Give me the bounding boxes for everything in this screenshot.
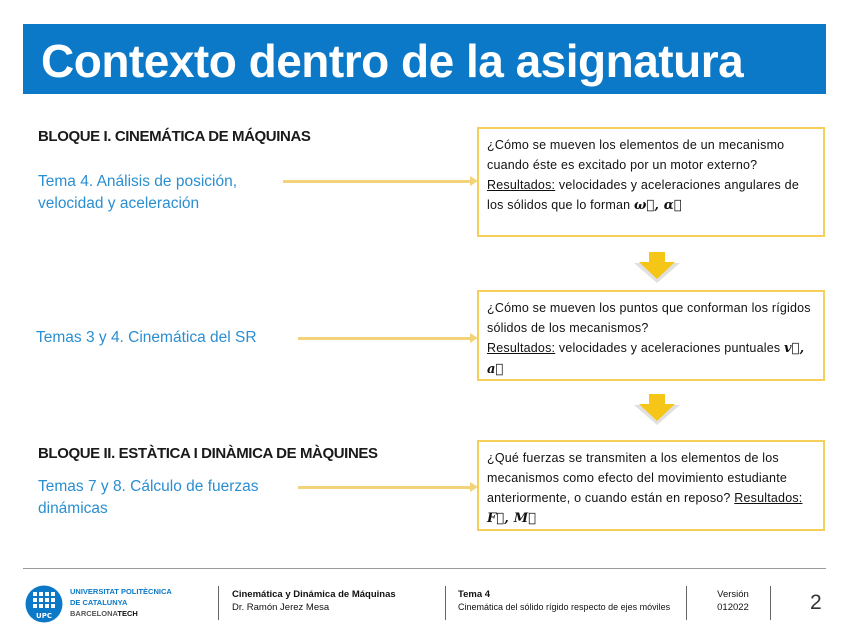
a-vector: a⃗ xyxy=(487,362,504,377)
v-vector: v⃗ xyxy=(784,341,800,356)
version-label: Versión xyxy=(717,589,749,600)
bloque-2-heading: BLOQUE II. ESTÀTICA I DINÀMICA DE MÀQUINES xyxy=(38,445,378,462)
box1-question: ¿Cómo se mueven los elementos de un mecanismo cuando éste es excitado por un motor externo? xyxy=(487,138,785,172)
box2-sep: , xyxy=(799,341,805,356)
box2-results-label: Resultados: xyxy=(487,341,556,355)
temas-7-8-label xyxy=(38,476,259,520)
topic-title: Tema 4 xyxy=(458,589,491,600)
tema-4-label xyxy=(38,171,237,215)
temas-3-4-label: Temas 3 y 4. Cinemática del SR xyxy=(36,329,257,346)
topic-description: Cinemática del sólido rígido respecto de ejes móviles xyxy=(458,602,671,612)
down-arrow-icon-1 xyxy=(632,250,682,284)
box2-results-text: velocidades y aceleraciones puntuales xyxy=(555,341,784,355)
footer-separator-3 xyxy=(686,586,687,620)
box3-results-label: Resultados: xyxy=(734,491,803,505)
question-box-3 xyxy=(477,440,825,531)
box3-question: ¿Qué fuerzas se transmiten a los elementos de los mecanismos como efecto del movimiento estudiante anteriormente, o cuando están en reposo? xyxy=(487,451,788,505)
footer-version xyxy=(700,588,766,614)
alpha-vector: α⃗ xyxy=(663,198,682,213)
slide-title: Contexto dentro de la asignatura xyxy=(41,35,744,87)
box1-results-text: velocidades y aceleraciones angulares de los sólidos que lo forman xyxy=(487,178,799,212)
box1-sep: , xyxy=(654,198,664,213)
upc-line3 xyxy=(70,608,172,619)
footer-separator-2 xyxy=(445,586,446,620)
down-arrow-icon-2 xyxy=(632,392,682,426)
connector-arrow-2 xyxy=(298,337,473,340)
question-box-1 xyxy=(477,127,825,237)
temas-7-8-line2: dinámicas xyxy=(38,500,108,517)
upc-tech: TECH xyxy=(117,609,138,618)
svg-text:UPC: UPC xyxy=(36,612,52,620)
footer-course xyxy=(232,588,396,614)
footer-separator-1 xyxy=(218,586,219,620)
bloque-1-heading: BLOQUE I. CINEMÁTICA DE MÁQUINAS xyxy=(38,128,311,145)
upc-line1: UNIVERSITAT POLITÈCNICA xyxy=(70,587,172,596)
footer-topic xyxy=(458,588,684,613)
version-value: 012022 xyxy=(717,602,749,613)
title-bar xyxy=(23,24,826,94)
tema-4-line2: velocidad y aceleración xyxy=(38,195,200,212)
upc-name xyxy=(70,586,172,619)
m-vector: M⃗ xyxy=(513,511,537,526)
f-vector: F⃗ xyxy=(487,511,505,526)
page-number: 2 xyxy=(810,591,822,614)
footer-divider xyxy=(23,568,826,569)
question-box-2 xyxy=(477,290,825,381)
box1-results-label: Resultados: xyxy=(487,178,556,192)
temas-7-8-line1: Temas 7 y 8. Cálculo de fuerzas xyxy=(38,478,259,495)
author-name: Dr. Ramón Jerez Mesa xyxy=(232,602,330,613)
footer-separator-4 xyxy=(770,586,771,620)
upc-logo-icon xyxy=(25,585,63,623)
connector-arrow-3 xyxy=(298,486,473,489)
course-name: Cinemática y Dinámica de Máquinas xyxy=(232,589,396,600)
tema-4-line1: Tema 4. Análisis de posición, xyxy=(38,173,238,190)
box2-question: ¿Cómo se mueven los puntos que conforman los rígidos sólidos de los mecanismos? xyxy=(487,301,811,335)
upc-barcelona: BARCELONA xyxy=(70,609,118,618)
upc-line2: DE CATALUNYA xyxy=(70,598,128,607)
omega-vector: ω⃗ xyxy=(633,198,655,213)
box3-sep: , xyxy=(504,511,514,526)
connector-arrow-1 xyxy=(283,180,473,183)
